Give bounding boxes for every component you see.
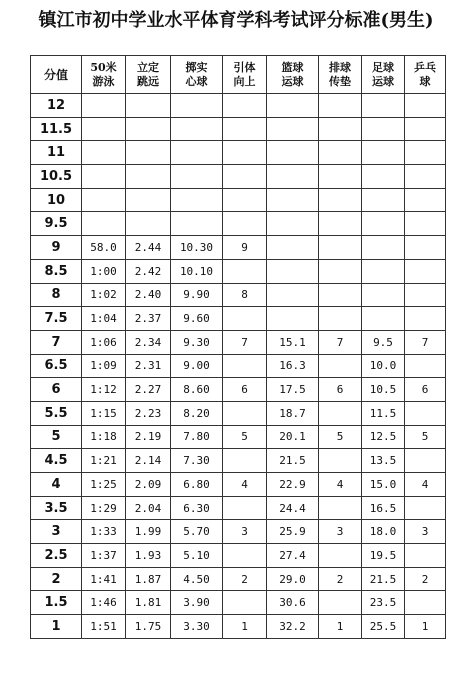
- table-cell: [362, 259, 405, 283]
- table-cell: [405, 544, 446, 568]
- table-cell: [223, 165, 267, 189]
- table-row: [31, 354, 446, 378]
- table-cell: [223, 117, 267, 141]
- table-row: [31, 165, 446, 189]
- table-cell: [126, 141, 171, 165]
- table-cell: 1:29: [82, 496, 126, 520]
- score-cell: 2.5: [31, 544, 82, 568]
- table-cell: 32.2: [267, 615, 319, 639]
- table-row: [31, 307, 446, 331]
- table-cell: 17.5: [267, 378, 319, 402]
- table-row: [31, 567, 446, 591]
- table-cell: [405, 591, 446, 615]
- header-table-tennis: [405, 56, 446, 94]
- table-cell: [126, 165, 171, 189]
- table-cell: 3: [405, 520, 446, 544]
- table-cell: 4: [319, 473, 362, 497]
- header-line-1: 乒乓: [414, 60, 436, 74]
- score-cell: 4: [31, 473, 82, 497]
- header-line-1: 引体: [233, 60, 256, 74]
- table-cell: 5.10: [171, 544, 223, 568]
- header-line-2: 心球: [185, 74, 208, 88]
- header-line-1: 分值: [43, 67, 68, 82]
- table-cell: 2.23: [126, 401, 171, 425]
- table-cell: 5: [223, 425, 267, 449]
- table-row: [31, 141, 446, 165]
- table-cell: 6.80: [171, 473, 223, 497]
- table-cell: [82, 141, 126, 165]
- table-cell: 7.30: [171, 449, 223, 473]
- table-cell: 1:46: [82, 591, 126, 615]
- table-cell: 25.5: [362, 615, 405, 639]
- table-cell: 9.90: [171, 283, 223, 307]
- score-cell: 7.5: [31, 307, 82, 331]
- table-cell: 7: [405, 330, 446, 354]
- header-line-2: 运球: [372, 74, 394, 88]
- table-cell: 21.5: [267, 449, 319, 473]
- table-cell: 1:09: [82, 354, 126, 378]
- table-cell: [319, 307, 362, 331]
- table-cell: 1.87: [126, 567, 171, 591]
- table-cell: [267, 212, 319, 236]
- table-cell: [405, 354, 446, 378]
- table-cell: [171, 94, 223, 118]
- table-cell: 3: [223, 520, 267, 544]
- table-cell: 2.37: [126, 307, 171, 331]
- table-cell: [223, 188, 267, 212]
- score-cell: 2: [31, 567, 82, 591]
- table-cell: [171, 117, 223, 141]
- header-line-2: 传垫: [329, 74, 351, 88]
- table-cell: [319, 165, 362, 189]
- header-line-2: 向上: [233, 74, 256, 88]
- table-cell: [82, 117, 126, 141]
- table-cell: [223, 591, 267, 615]
- score-cell: 10: [31, 188, 82, 212]
- table-cell: [267, 259, 319, 283]
- score-cell: 3: [31, 520, 82, 544]
- table-cell: 1.81: [126, 591, 171, 615]
- table-cell: [405, 283, 446, 307]
- header-line-1: 立定: [137, 60, 159, 74]
- table-cell: [319, 236, 362, 260]
- header-line-2: 跳远: [137, 74, 159, 88]
- table-cell: 1:06: [82, 330, 126, 354]
- table-cell: 2: [405, 567, 446, 591]
- table-cell: 7: [223, 330, 267, 354]
- table-row: [31, 520, 446, 544]
- table-cell: [267, 117, 319, 141]
- table-cell: 6: [405, 378, 446, 402]
- table-cell: [267, 141, 319, 165]
- table-cell: [319, 259, 362, 283]
- header-swim-50m: [82, 56, 126, 94]
- score-cell: 11: [31, 141, 82, 165]
- table-cell: 58.0: [82, 236, 126, 260]
- table-cell: 1: [223, 615, 267, 639]
- table-cell: 12.5: [362, 425, 405, 449]
- table-cell: [267, 236, 319, 260]
- table-cell: 1:04: [82, 307, 126, 331]
- table-cell: 2.31: [126, 354, 171, 378]
- table-body: [31, 94, 446, 639]
- table-row: [31, 94, 446, 118]
- table-cell: 2.14: [126, 449, 171, 473]
- header-line-2: 运球: [281, 74, 304, 88]
- score-cell: 1: [31, 615, 82, 639]
- table-cell: [319, 141, 362, 165]
- table-cell: [267, 165, 319, 189]
- table-row: [31, 496, 446, 520]
- table-cell: [362, 283, 405, 307]
- score-cell: 6: [31, 378, 82, 402]
- table-row: [31, 378, 446, 402]
- table-row: [31, 449, 446, 473]
- table-cell: 11.5: [362, 401, 405, 425]
- score-cell: 11.5: [31, 117, 82, 141]
- header-football-dribble: [362, 56, 405, 94]
- table-row: [31, 117, 446, 141]
- table-row: [31, 401, 446, 425]
- table-cell: 10.10: [171, 259, 223, 283]
- table-cell: [267, 94, 319, 118]
- table-cell: 1.75: [126, 615, 171, 639]
- table-cell: [223, 544, 267, 568]
- table-row: [31, 425, 446, 449]
- score-cell: 5: [31, 425, 82, 449]
- table-cell: [362, 165, 405, 189]
- score-cell: 4.5: [31, 449, 82, 473]
- table-cell: [319, 94, 362, 118]
- table-cell: 2.27: [126, 378, 171, 402]
- table-cell: [126, 188, 171, 212]
- table-cell: 2.34: [126, 330, 171, 354]
- table-cell: 7: [319, 330, 362, 354]
- table-cell: 16.3: [267, 354, 319, 378]
- table-cell: [126, 94, 171, 118]
- header-line-1: 足球: [372, 60, 394, 74]
- table-cell: 3: [319, 520, 362, 544]
- table-cell: 2.19: [126, 425, 171, 449]
- table-cell: 23.5: [362, 591, 405, 615]
- table-cell: 18.0: [362, 520, 405, 544]
- table-cell: [223, 141, 267, 165]
- table-cell: [405, 165, 446, 189]
- table-cell: [362, 188, 405, 212]
- table-cell: 13.5: [362, 449, 405, 473]
- header-basketball-dribble: [267, 56, 319, 94]
- table-cell: 6.30: [171, 496, 223, 520]
- table-cell: [405, 401, 446, 425]
- table-cell: 1:18: [82, 425, 126, 449]
- table-cell: [405, 117, 446, 141]
- table-cell: [405, 141, 446, 165]
- scoring-standard-table: [30, 55, 446, 639]
- table-cell: [362, 236, 405, 260]
- table-cell: [405, 259, 446, 283]
- table-cell: 2.09: [126, 473, 171, 497]
- table-cell: 2.42: [126, 259, 171, 283]
- table-cell: [319, 354, 362, 378]
- table-cell: [126, 212, 171, 236]
- table-cell: [223, 94, 267, 118]
- table-cell: [223, 307, 267, 331]
- table-cell: 1:15: [82, 401, 126, 425]
- table-cell: 4.50: [171, 567, 223, 591]
- table-cell: 5.70: [171, 520, 223, 544]
- table-cell: [319, 283, 362, 307]
- table-cell: [171, 188, 223, 212]
- table-cell: 8.20: [171, 401, 223, 425]
- table-cell: [362, 117, 405, 141]
- score-cell: 6.5: [31, 354, 82, 378]
- table-cell: 5: [319, 425, 362, 449]
- table-cell: 2.44: [126, 236, 171, 260]
- score-cell: 1.5: [31, 591, 82, 615]
- header-pull-up: [223, 56, 267, 94]
- table-cell: [82, 188, 126, 212]
- score-cell: 12: [31, 94, 82, 118]
- table-cell: [267, 307, 319, 331]
- table-header-row: [31, 56, 446, 94]
- header-volleyball-pass: [319, 56, 362, 94]
- table-cell: 4: [223, 473, 267, 497]
- header-line-2: 游泳: [92, 74, 115, 88]
- table-cell: 1:12: [82, 378, 126, 402]
- table-cell: 1:51: [82, 615, 126, 639]
- table-cell: 8.60: [171, 378, 223, 402]
- table-cell: [319, 188, 362, 212]
- table-cell: [223, 401, 267, 425]
- table-row: [31, 615, 446, 639]
- score-cell: 10.5: [31, 165, 82, 189]
- table-cell: [405, 236, 446, 260]
- score-cell: 5.5: [31, 401, 82, 425]
- table-cell: 18.7: [267, 401, 319, 425]
- table-cell: 27.4: [267, 544, 319, 568]
- table-cell: 2: [223, 567, 267, 591]
- table-cell: 1:41: [82, 567, 126, 591]
- table-cell: [223, 259, 267, 283]
- table-row: [31, 188, 446, 212]
- table-cell: [82, 212, 126, 236]
- table-cell: [405, 449, 446, 473]
- table-cell: [319, 544, 362, 568]
- table-cell: 3.30: [171, 615, 223, 639]
- table-cell: 21.5: [362, 567, 405, 591]
- table-row: [31, 259, 446, 283]
- table-cell: 3.90: [171, 591, 223, 615]
- table-cell: 1:37: [82, 544, 126, 568]
- table-cell: [362, 94, 405, 118]
- table-cell: 4: [405, 473, 446, 497]
- header-line-1: 50米: [90, 60, 117, 74]
- table-row: [31, 236, 446, 260]
- table-cell: [319, 449, 362, 473]
- table-cell: [319, 496, 362, 520]
- table-cell: [319, 401, 362, 425]
- header-shot-throw: [171, 56, 223, 94]
- table-cell: [171, 165, 223, 189]
- table-cell: [223, 449, 267, 473]
- header-standing-long-jump: [126, 56, 171, 94]
- table-cell: 2.04: [126, 496, 171, 520]
- table-cell: 15.1: [267, 330, 319, 354]
- table-cell: [82, 94, 126, 118]
- table-cell: [223, 496, 267, 520]
- table-cell: 9.5: [362, 330, 405, 354]
- table-cell: 8: [223, 283, 267, 307]
- header-score: [31, 56, 82, 94]
- table-cell: 2: [319, 567, 362, 591]
- table-cell: [82, 165, 126, 189]
- header-line-1: 掷实: [185, 60, 208, 74]
- score-cell: 8.5: [31, 259, 82, 283]
- table-cell: [362, 212, 405, 236]
- page-title: 镇江市初中学业水平体育学科考试评分标准(男生): [38, 10, 434, 31]
- table-cell: [223, 212, 267, 236]
- table-cell: [405, 188, 446, 212]
- table-cell: [362, 307, 405, 331]
- table-row: [31, 212, 446, 236]
- table-cell: 1: [319, 615, 362, 639]
- table-cell: [319, 591, 362, 615]
- table-row: [31, 473, 446, 497]
- table-cell: [405, 94, 446, 118]
- table-cell: [405, 307, 446, 331]
- score-cell: 8: [31, 283, 82, 307]
- table-cell: [223, 354, 267, 378]
- table-cell: [126, 117, 171, 141]
- table-row: [31, 591, 446, 615]
- score-cell: 9: [31, 236, 82, 260]
- score-cell: 7: [31, 330, 82, 354]
- table-cell: 1.93: [126, 544, 171, 568]
- table-cell: 1:25: [82, 473, 126, 497]
- table-cell: [267, 188, 319, 212]
- table-cell: 5: [405, 425, 446, 449]
- header-line-1: 排球: [329, 60, 351, 74]
- table-cell: 10.30: [171, 236, 223, 260]
- table-cell: [171, 141, 223, 165]
- table-cell: [405, 212, 446, 236]
- table-cell: 9.30: [171, 330, 223, 354]
- header-line-1: 篮球: [281, 60, 304, 74]
- table-cell: [319, 212, 362, 236]
- table-cell: 15.0: [362, 473, 405, 497]
- table-row: [31, 544, 446, 568]
- table-cell: 2.40: [126, 283, 171, 307]
- table-cell: 9.60: [171, 307, 223, 331]
- table-cell: 1.99: [126, 520, 171, 544]
- table-cell: 1: [405, 615, 446, 639]
- table-cell: 30.6: [267, 591, 319, 615]
- table-cell: [405, 496, 446, 520]
- header-line-2: 球: [419, 74, 431, 88]
- table-cell: 1:21: [82, 449, 126, 473]
- table-cell: 10.5: [362, 378, 405, 402]
- score-cell: 3.5: [31, 496, 82, 520]
- table-cell: 25.9: [267, 520, 319, 544]
- table-row: [31, 330, 446, 354]
- score-cell: 9.5: [31, 212, 82, 236]
- table-cell: 22.9: [267, 473, 319, 497]
- table-cell: 6: [223, 378, 267, 402]
- table-cell: 10.0: [362, 354, 405, 378]
- table-cell: 1:00: [82, 259, 126, 283]
- table-cell: [362, 141, 405, 165]
- table-cell: 9.00: [171, 354, 223, 378]
- table-cell: 6: [319, 378, 362, 402]
- table-cell: 20.1: [267, 425, 319, 449]
- table-cell: 7.80: [171, 425, 223, 449]
- table-cell: [171, 212, 223, 236]
- table-cell: 1:02: [82, 283, 126, 307]
- table-cell: 1:33: [82, 520, 126, 544]
- table-cell: 16.5: [362, 496, 405, 520]
- table-row: [31, 283, 446, 307]
- table-cell: [267, 283, 319, 307]
- table-cell: 29.0: [267, 567, 319, 591]
- table-cell: 24.4: [267, 496, 319, 520]
- table-cell: 19.5: [362, 544, 405, 568]
- table-cell: 9: [223, 236, 267, 260]
- table-cell: [319, 117, 362, 141]
